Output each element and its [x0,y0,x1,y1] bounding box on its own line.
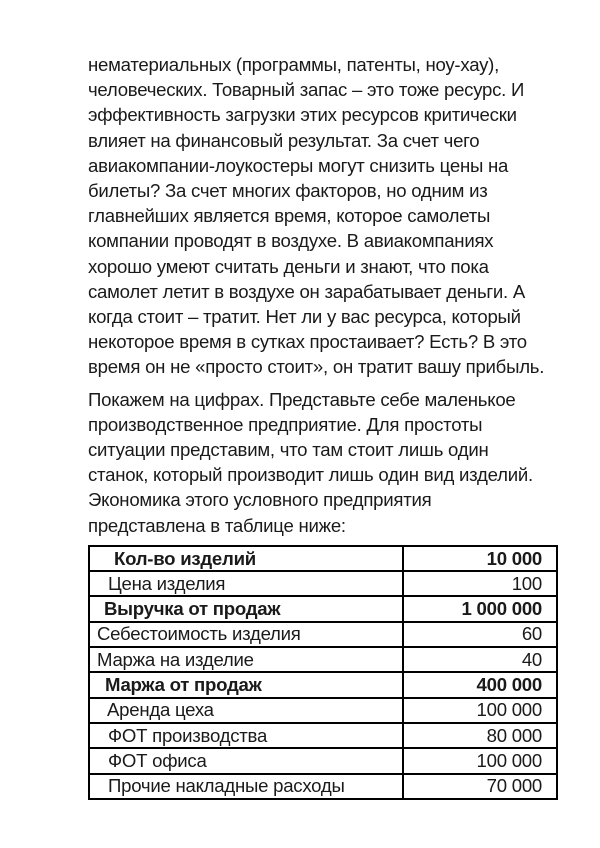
table-row [89,672,557,697]
text-line: когда стоит – тратит. Нет ли у вас ресурса, который [88,306,521,328]
text-line: авиакомпании-лоукостеры могут снизить цены на [88,154,509,176]
text-line: станок, который производит лишь один вид изделий. [88,464,533,486]
table-row [89,596,557,621]
table-row [89,748,557,773]
table-value-cell: 70 000 [403,774,558,799]
table-value-cell: 10 000 [403,546,558,571]
text-line: хорошо умеют считать деньги и знают, что пока [88,255,489,277]
table-row [89,698,557,723]
text-line: Покажем на цифрах. Представьте себе маленькое [88,388,516,410]
text-line: время он не «просто стоит», он тратит вашу прибыль. [88,356,545,378]
table-label-cell: Кол-во изделий [89,546,403,571]
table-row [89,774,557,799]
table-label-cell: ФОТ производства [89,723,403,748]
text-line: нематериальных (программы, патенты, ноу-хау), [88,54,499,75]
text-line: человеческих. Товарный запас – это тоже ресурс. И [88,79,525,101]
table-value-cell: 100 000 [403,748,558,773]
table-label-cell: Цена изделия [89,571,403,596]
table-row [89,647,557,672]
table-label-cell: Маржа от продаж [89,672,403,697]
table-row [89,723,557,748]
paragraph-example-intro [88,387,558,538]
table-label-cell: Прочие накладные расходы [89,774,403,799]
page-content [88,52,558,800]
table-value-cell: 100 [403,571,558,596]
table-value-cell: 60 [403,622,558,647]
table-row [89,546,557,571]
table-label-cell: Себестоимость изделия [89,622,403,647]
text-line: билеты? За счет многих факторов, но одним из [88,180,488,202]
table-value-cell: 1 000 000 [403,596,558,621]
table-row [89,571,557,596]
table-value-cell: 80 000 [403,723,558,748]
text-line: производственное предприятие. Для простоты [88,413,483,435]
table-row [89,622,557,647]
text-line: эффективность загрузки этих ресурсов критически [88,104,517,126]
table-value-cell: 100 000 [403,698,558,723]
text-line: представлена в таблице ниже: [88,514,346,536]
text-line: некоторое время в сутках простаивает? Есть? В это [88,331,527,353]
paragraph-resources [88,52,558,380]
text-line: влияет на финансовый результат. За счет чего [88,129,480,151]
text-line: Экономика этого условного предприятия [88,489,432,511]
table-label-cell: Аренда цеха [89,698,403,723]
text-line: ситуации представим, что там стоит лишь один [88,439,489,461]
table-value-cell: 400 000 [403,672,558,697]
text-line: компании проводят в воздухе. В авиакомпаниях [88,230,494,252]
text-line: самолет летит в воздухе он зарабатывает деньги. А [88,280,526,302]
text-line: главнейших является время, которое самолеты [88,205,491,227]
table-label-cell: Выручка от продаж [89,596,403,621]
economics-table [88,545,558,800]
table-label-cell: Маржа на изделие [89,647,403,672]
table-label-cell: ФОТ офиса [89,748,403,773]
table-value-cell: 40 [403,647,558,672]
